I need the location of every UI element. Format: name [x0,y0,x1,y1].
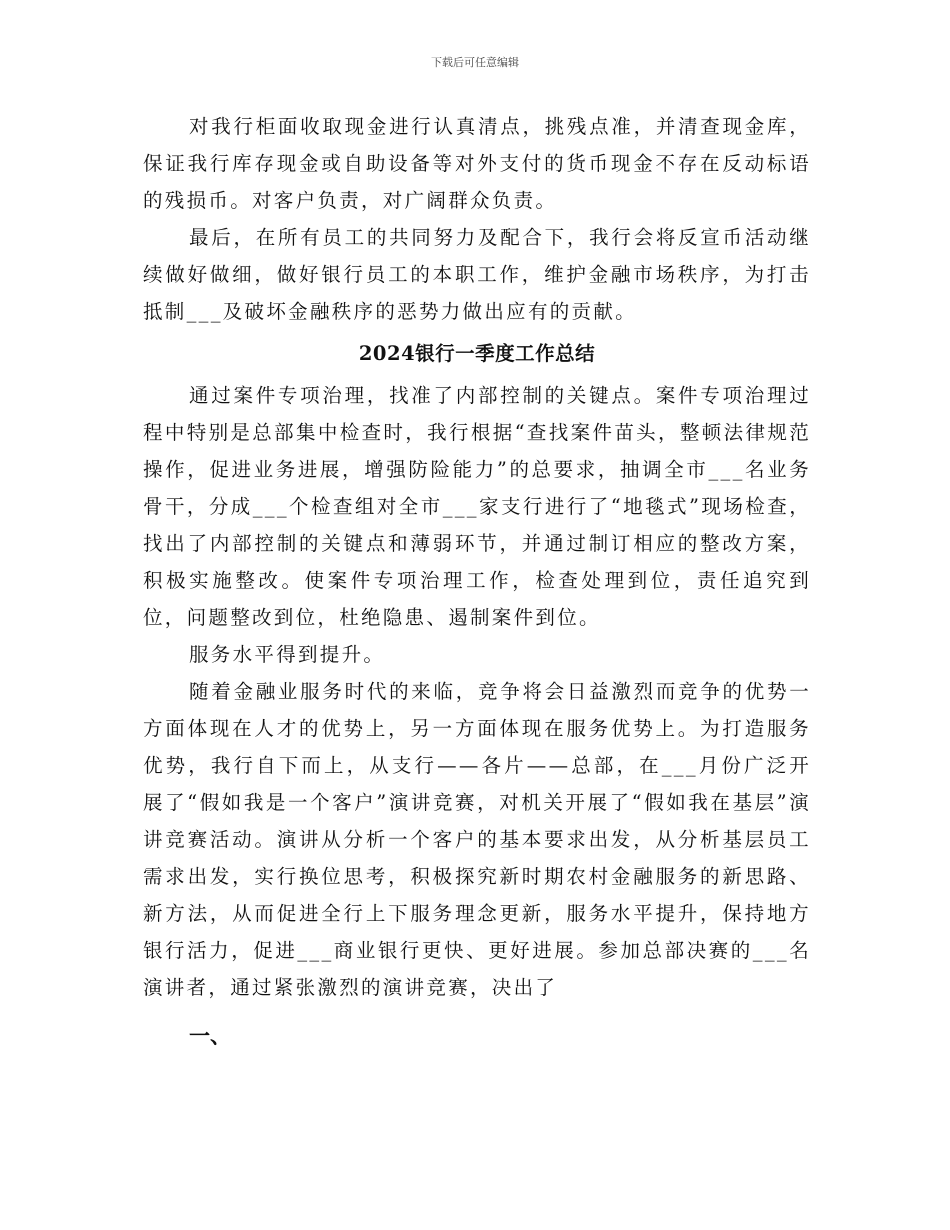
document-title: 2024银行一季度工作总结 [358,342,596,365]
paragraph-service-level: 服务水平得到提升。 [189,643,386,666]
paragraph-conclusion: 最后，在所有员工的共同努力及配合下，我行会将反宣币活动继续做好做细，做好银行员工的本职工作，维护金融市场秩序，为打击抵制___及破坏金融秩序的恶势力做出应有的贡献。 [143,226,811,323]
section-number: 一、 [189,1023,231,1048]
paragraph-cash-check: 对我行柜面收取现金进行认真清点，挑残点准，并清查现金库，保证我行库存现金或自助设备等对外支付的货币现金不存在反动标语的残损币。对客户负责，对广阔群众负责。 [143,115,811,212]
page-header-note: 下载后可任意编辑 [431,56,519,69]
paragraph-service-competition: 随着金融业服务时代的来临，竞争将会日益激烈而竞争的优势一方面体现在人才的优势上，另一方面体现在服务优势上。为打造服务优势，我行自下而上，从支行——各片——总部，在___月份广泛开展了“假如我是一个客户”演讲竞赛，对机关开展了“假如我在基层”演讲竞赛活动。演讲从分析一个客户的基本要求出发，从分析基层员工需求出发，实行换位思考，积极探究新时期农村金融服务的新思路、新方法，从而促进全行上下服务理念更新，服务水平提升，保持地方银行活力，促进___商业银行更快、更好进展。参加总部决赛的___名演讲者，通过紧张激烈的演讲竞赛，决出了 [143,680,811,999]
document-body [143,108,811,1056]
paragraph-case-governance: 通过案件专项治理，找准了内部控制的关键点。案件专项治理过程中特别是总部集中检查时，我行根据“查找案件苗头，整顿法律规范操作，促进业务进展，增强防险能力”的总要求，抽调全市___名业务骨干，分成___个检查组对全市___家支行进行了“地毯式”现场检查，找出了内部控制的关键点和薄弱环节，并通过制订相应的整改方案，积极实施整改。使案件专项治理工作，检查处理到位，责任追究到位，问题整改到位，杜绝隐患、遏制案件到位。 [143,384,811,629]
